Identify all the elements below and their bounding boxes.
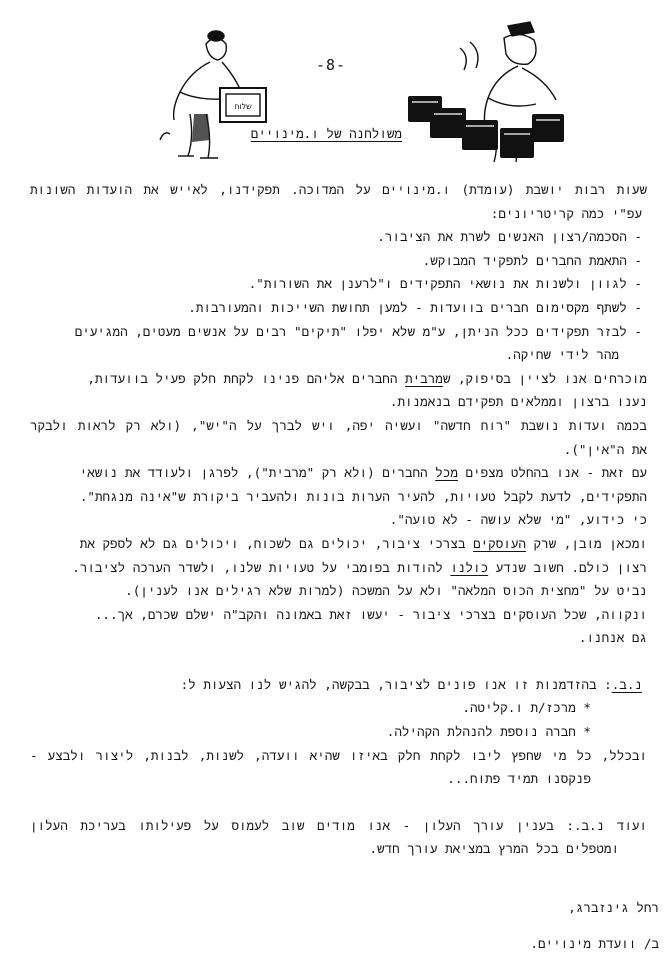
criteria-item: - התאמת החברים לתפקיד המבוקש. [422, 252, 642, 268]
paragraph-4-line-3: נביט על "מחצית הכוס המלאה" ולא על המשכה (למרות שלא רגילים אנו לענין). [125, 583, 647, 599]
paragraph-2-line-1: בכמה ועדות נושבת "רוח חדשה" ועשיה יפה, ויש לברך על ה"יש", (ולא רק לראות ולבקר [30, 417, 647, 433]
spacer [30, 791, 647, 814]
nb-item: * מרכז/ת ו.קליטה. [462, 700, 591, 716]
text-segment: מוכרחים אנו לציין בסיפוק, ש [442, 370, 647, 386]
criteria-item: - לשתף מקסימום חברים בוועדות - למען תחושת השייכות והמעורבות. [188, 299, 642, 315]
page-title: משולחנה של ו.מינויים [250, 126, 402, 141]
cartoon-box-label: שלוח [234, 102, 252, 111]
criteria-item: - לבזר תפקידים ככל הניתן, ע"מ שלא יפלו "תיקים" רבים על אנשים מעטים, המגיעים [74, 323, 642, 339]
page-number: -8- [316, 56, 347, 74]
text-segment: להודות בפומבי על טעויות שלנו, ולשדר הערכה לציבור. [72, 559, 451, 575]
underlined-word: מרבית [405, 370, 443, 386]
nb-label: נ.ב. [611, 676, 642, 692]
underlined-word: מכל [435, 465, 458, 481]
spacer [530, 920, 659, 932]
nb-general-line-2: פנקסנו תמיד פתוח... [447, 771, 591, 787]
nb-item: * חברה נוספת להנהלת הקהילה. [386, 724, 591, 740]
paragraph-1-line-1 [30, 367, 647, 391]
text-segment: רצון כולם. חשוב שנדע [488, 559, 647, 575]
criteria-item: - לגוון ולשנות את נושאי התפקידים ו"לרענן את השורות". [248, 276, 642, 292]
paragraph-1-line-2: נענו ברצון וממלאים תפקידם בנאמנות. [389, 394, 647, 410]
intro-line-2: עפ"י כמה קריטריונים: [490, 205, 642, 221]
text-segment: ומכאן מובן, שרק [525, 535, 647, 551]
criteria-item: - הסכמה/רצון האנשים לשרת את הציבור. [377, 229, 642, 245]
text-segment: החברים אליהם פנינו לקחת חלק פעיל בוועדות, [87, 370, 406, 386]
text-segment: בצרכי ציבור, יכולים גם לשכוח, ויכולים גם לא לספק את [79, 535, 474, 551]
signature-name: רחל גינזברג, [568, 900, 659, 915]
paragraph-4-line-1 [30, 532, 647, 556]
nb-general-line-1: ובכלל, כל מי שחפץ ליבו לקחת חלק באיזו שהיא וועדה, לשנות, לבנות, ליצור ולבצע - [30, 747, 647, 763]
nb2-line-2: ומטפלים בכל המרץ במציאת עורך חדש. [369, 841, 619, 857]
spacer [30, 650, 647, 673]
signature-block [530, 896, 659, 955]
paragraph-3-line-2: התפקידים, לדעת לקבל טעויות, להעיר הערות בונות ולהעביר ביקורת ש"אינה מנגחת". [79, 488, 647, 504]
nb-text: : בהזדמנות זו אנו פונים לציבור, בבקשה, להגיש לנו הצעות ל: [180, 676, 612, 692]
article-body [30, 178, 647, 861]
intro-line-1: שעות רבות יושבת (עומדת) ו.מינויים על המדוכה. תפקידנו, לאייש את הועדות השונות [30, 182, 647, 197]
nb2-line-1: ועוד נ.ב.: בענין עורך העלון - אנו מודים שוב לעמוס על פעילותו בעריכת העלון [30, 817, 647, 833]
paragraph-3-line-3: כי כידוע, "מי שלא עושה - לא טועה". [389, 512, 647, 528]
paragraph-4-line-2 [30, 556, 647, 580]
paragraph-3-line-1 [30, 461, 647, 485]
criteria-item-continuation: מהר לידי שחיקה. [505, 347, 619, 363]
underlined-word: העוסקים [473, 535, 526, 551]
nb-line [30, 673, 647, 697]
paragraph-5-line-2: גם אנחנו. [578, 630, 647, 646]
paragraph-5-line-1: ונקווה, שכל העוסקים בצרכי ציבור - יעשו זאת באמונה והקב"ה ישלם שכרם, אך... [94, 606, 647, 622]
paragraph-2-line-2: את ה"אין"). [563, 441, 647, 457]
underlined-word: כולנו [450, 559, 489, 575]
cartoon-suitcases-illustration [400, 18, 570, 168]
text-segment: החברים (ולא רק "מרבית"), לפרגן ולעודד את נושאי [79, 465, 436, 481]
signature-role: ב/ וועדת מינויים. [530, 935, 659, 951]
text-segment: עם זאת - אנו בהחלט מצפים [457, 465, 647, 481]
